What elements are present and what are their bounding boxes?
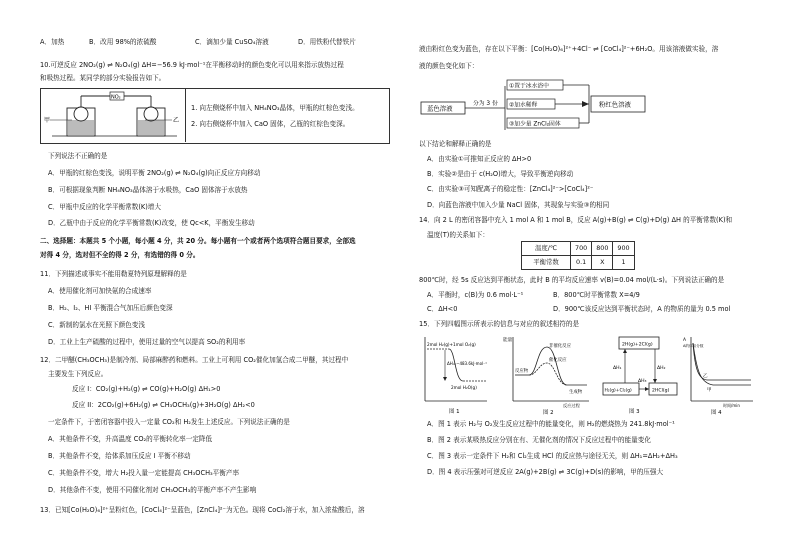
table-row [522,256,635,270]
q10-label-jia: 甲 [44,117,51,124]
q14-k-700: 0.1 [571,256,592,270]
fig3-left-box: H₂(g)+Cl₂(g) [604,388,632,394]
fig4-xlabel: 时间/min [723,403,740,408]
q10-option-d: D．乙瓶中由于反应的化学平衡常数(K)改变，使 Qc<K，平衡发生移动 [48,219,255,227]
q10-stem-line1: 10.可逆反应 2NO₂(g) ⇌ N₂O₄(g) ΔH=−56.9 kJ·mol⁻¹在平衡移动时的颜色变化可以用来指示放热过程 [40,61,344,69]
q14-k-900: 1 [613,256,634,270]
q12-reaction-1: 反应 I：CO₂(g)+H₂(g) ⇌ CO(g)+H₂O(g) ΔH₁>0 [72,385,221,393]
q12-option-d: D．其他条件不变，使用不同催化剂对 CH₃OCH₃的平衡产率不产生影响 [48,486,257,494]
q10-stem-line2: 和吸热过程。某同学的部分实验报告如下。 [40,74,166,82]
q10-option-c: C．甲瓶中反应的化学平衡常数(K)增大 [48,203,161,211]
fig3-caption: 图 3 [629,409,640,415]
q12-ask: 一定条件下，于密闭容器中投入一定量 CO₂和 H₂发生上述反应。下列说法正确的是 [48,418,290,426]
q10-option-b: B．可根据现象判断 NH₄NO₃晶体溶于水吸热，CaO 固体溶于水放热 [48,186,248,194]
fig2-reactant: 反应物 [515,369,529,374]
q10-apparatus-figure [42,90,184,140]
q13-split-label: 分为 3 份 [473,101,498,107]
q9-option-a: A．加热 [40,38,65,46]
q14-k-table [521,241,635,270]
q13-option-d: D．向蓝色溶液中加入少量 NaCl 固体，其现象与实验③的相同 [427,201,610,209]
fig3-dh3: ΔH₃ [638,379,647,384]
q14-option-b: B．800℃时平衡常数 X=4/9 [553,291,640,299]
q15-option-c: C．图 3 表示一定条件下 H₂和 Cl₂生成 HCl 的反应热与途径无关，则 ΔH₁=ΔH₂+ΔH₃ [427,452,678,460]
q13-blue-solution: 蓝色溶液 [427,104,453,113]
fig2-ylabel: 能量 [503,338,513,343]
q14-temp-900: 900 [613,242,634,256]
q14-stem-line2: 温度(T)的关系如下： [427,231,489,239]
q13-flow-diagram [419,78,659,136]
fig4-ylabel: A的体积分数 [683,344,704,348]
fig2-catalyzed: 催化反应 [549,358,567,363]
fig4-series-yi: 乙 [703,374,708,379]
q10-report-step2: 2. 向右侧烧杯中加入 CaO 固体，乙瓶的红棕色变深。 [191,120,350,128]
q15-option-a: A．图 1 表示 H₂与 O₂发生反应过程中的能量变化，则 H₂的燃烧热为 241.8kJ·mol⁻¹ [427,420,675,428]
q14-option-d: D．900℃该反应达到平衡状态时，A 的物质的量为 0.5 mol [553,305,731,313]
fig1-caption: 图 1 [449,409,460,415]
q13-option-b: B．实验②是由于 c(H₂O)增大，导致平衡逆向移动 [427,170,574,178]
q10-report-step1: 1. 向左侧烧杯中加入 NH₄NO₃晶体，甲瓶的红棕色变浅。 [191,104,359,112]
q11-option-b: B．H₂、I₂、HI 平衡混合气加压后颜色变深 [48,304,173,312]
fig1-bottom-label: 2mol H₂O(g) [451,385,477,390]
q9-option-b: B．改用 98%的浓硫酸 [89,38,157,46]
fig4-series-jia: 甲 [707,388,712,393]
fig3-top-box: 2H(g)+2Cl(g) [622,342,653,348]
q14-k-header: 平衡常数 [522,256,571,270]
fig1-top-label: 2mol H₂(g)+1mol O₂(g) [427,342,476,347]
q11-stem: 11．下列描述或事实不能用勒夏特列原理解释的是 [40,270,187,278]
q13-path-ice: ①置于冰水浴中 [509,83,549,90]
q14-condition: 800℃时，经 5s 反应达到平衡状态，此时 B 的平均反应速率 v(B)=0.04 mol/(L·s)。下列说法正确的是 [419,276,725,284]
q15-option-d: D．图 4 表示压强对可逆反应 2A(g)+2B(g) ⇌ 3C(g)+D(s)的影响，甲的压强大 [427,468,664,476]
fig1-dh-label: ΔH=−483.6kJ·mol⁻¹ [447,361,487,366]
q14-option-c: C．ΔH<0 [427,305,458,313]
fig2-uncatalyzed: 非催化反应 [549,344,571,349]
fig4-ylabel-a: A [683,338,687,343]
q13-path-dilute: ②加水稀释 [509,102,538,109]
q13-continued-line1: 液由粉红色变为蓝色，存在以下平衡：[Co(H₂O)₆]²⁺+4Cl⁻ ⇌ [CoCl₄]²⁻+6H₂O。用该溶液做实验，溶 [419,45,719,53]
section2-heading-line2: 对得 4 分，选对但不全的得 2 分，有选错的得 0 分。 [40,251,200,259]
table-row [522,242,635,256]
q13-option-c: C．由实验③可知配离子的稳定性：[ZnCl₄]²⁻>[CoCl₄]²⁻ [427,185,594,193]
q11-option-c: C．新制的氯水在光照下颜色变浅 [48,321,145,329]
q13-continued-line2: 液的颜色变化如下： [419,62,479,70]
q10-ask: 下列说法不正确的是 [48,152,108,160]
fig2-caption: 图 2 [543,410,554,416]
q14-temp-700: 700 [571,242,592,256]
q14-option-a: A．平衡时，c(B)为 0.6 mol·L⁻¹ [427,291,524,299]
fig2-xlabel: 反应过程 [563,403,580,408]
q9-option-c: C．滴加少量 CuSO₄溶液 [195,38,269,46]
q12-reaction-2: 反应 II：2CO₂(g)+6H₂(g) ⇌ CH₃OCH₃(g)+3H₂O(g) ΔH₂<0 [72,401,255,409]
q12-stem-line2: 主要发生下列反应。 [48,370,108,378]
fig4-caption: 图 4 [711,410,722,416]
q11-option-d: D．工业上生产硫酸的过程中，使用过量的空气以提高 SO₂的利用率 [48,338,246,346]
q12-option-b: B．其他条件不变，给体系加压反应 I 平衡不移动 [48,452,191,460]
q14-temp-800: 800 [592,242,613,256]
q15-option-b: B．图 2 表示某吸热反应分别在有、无催化剂的情况下反应过程中的能量变化 [427,436,651,444]
section2-heading-line1: 二、选择题：本题共 5 个小题，每小题 4 分，共 20 分。每小题有一个或者两个选项符合题目要求，全部选 [40,237,356,245]
q15-stem: 15．下列四幅图示所表示的信息与对应的叙述相符的是 [419,320,580,328]
q13-ask: 以下结论和解释正确的是 [419,140,492,148]
q14-k-800: X [592,256,613,270]
svg-text:NO₂: NO₂ [111,94,121,101]
q12-stem-line1: 12．二甲醚(CH₃OCH₃)是制冷剂、局部麻醉药和燃料。工业上可利用 CO₂催化加氢合成二甲醚，其过程中 [40,356,349,364]
q10-option-a: A．甲瓶的红棕色变浅，说明平衡 2NO₂(g) ⇌ N₂O₄(g)向正反应方向移动 [48,169,261,177]
q15-figure-4 [683,333,755,417]
fig3-right-box: 2HCl(g) [652,388,670,394]
q15-figure-3 [601,333,679,417]
fig3-dh1: ΔH₁ [613,366,622,371]
q13-option-a: A．由实验①可推知正反应的 ΔH>0 [427,155,532,163]
q10-label-yi: 乙 [173,117,180,124]
q13-pink-solution: 粉红色溶液 [599,100,631,109]
q14-temp-header: 温度/℃ [522,242,571,256]
fig2-product: 生成物 [569,390,583,395]
q11-option-a: A．使用催化剂可加快氨的合成速率 [48,287,152,295]
q15-figure-1 [419,333,491,417]
q14-stem-line1: 14．向 2 L 的密闭容器中充入 1 mol A 和 1 mol B，反应 A(g)+B(g) ⇌ C(g)+D(g) ΔH 的平衡常数(K)和 [419,216,733,224]
q9-options [40,38,356,46]
q12-option-c: C．其他条件不变，增大 H₂投入量一定能提高 CH₃OCH₃平衡产率 [48,469,240,477]
fig3-dh2: ΔH₂ [657,366,666,371]
q9-option-d: D．用铁粉代替铁片 [298,38,356,46]
q15-figure-2 [503,333,593,417]
q13-path-zncl2: ③加少量 ZnCl₂固体 [509,121,561,128]
q13-stem: 13．已知[Co(H₂O)₆]²⁺呈粉红色，[CoCl₄]²⁻呈蓝色，[ZnCl₄]²⁻为无色。现将 CoCl₂溶于水，加入浓盐酸后，溶 [40,506,365,514]
q12-option-a: A．其他条件不变，升高温度 CO₂的平衡转化率一定降低 [48,435,213,443]
